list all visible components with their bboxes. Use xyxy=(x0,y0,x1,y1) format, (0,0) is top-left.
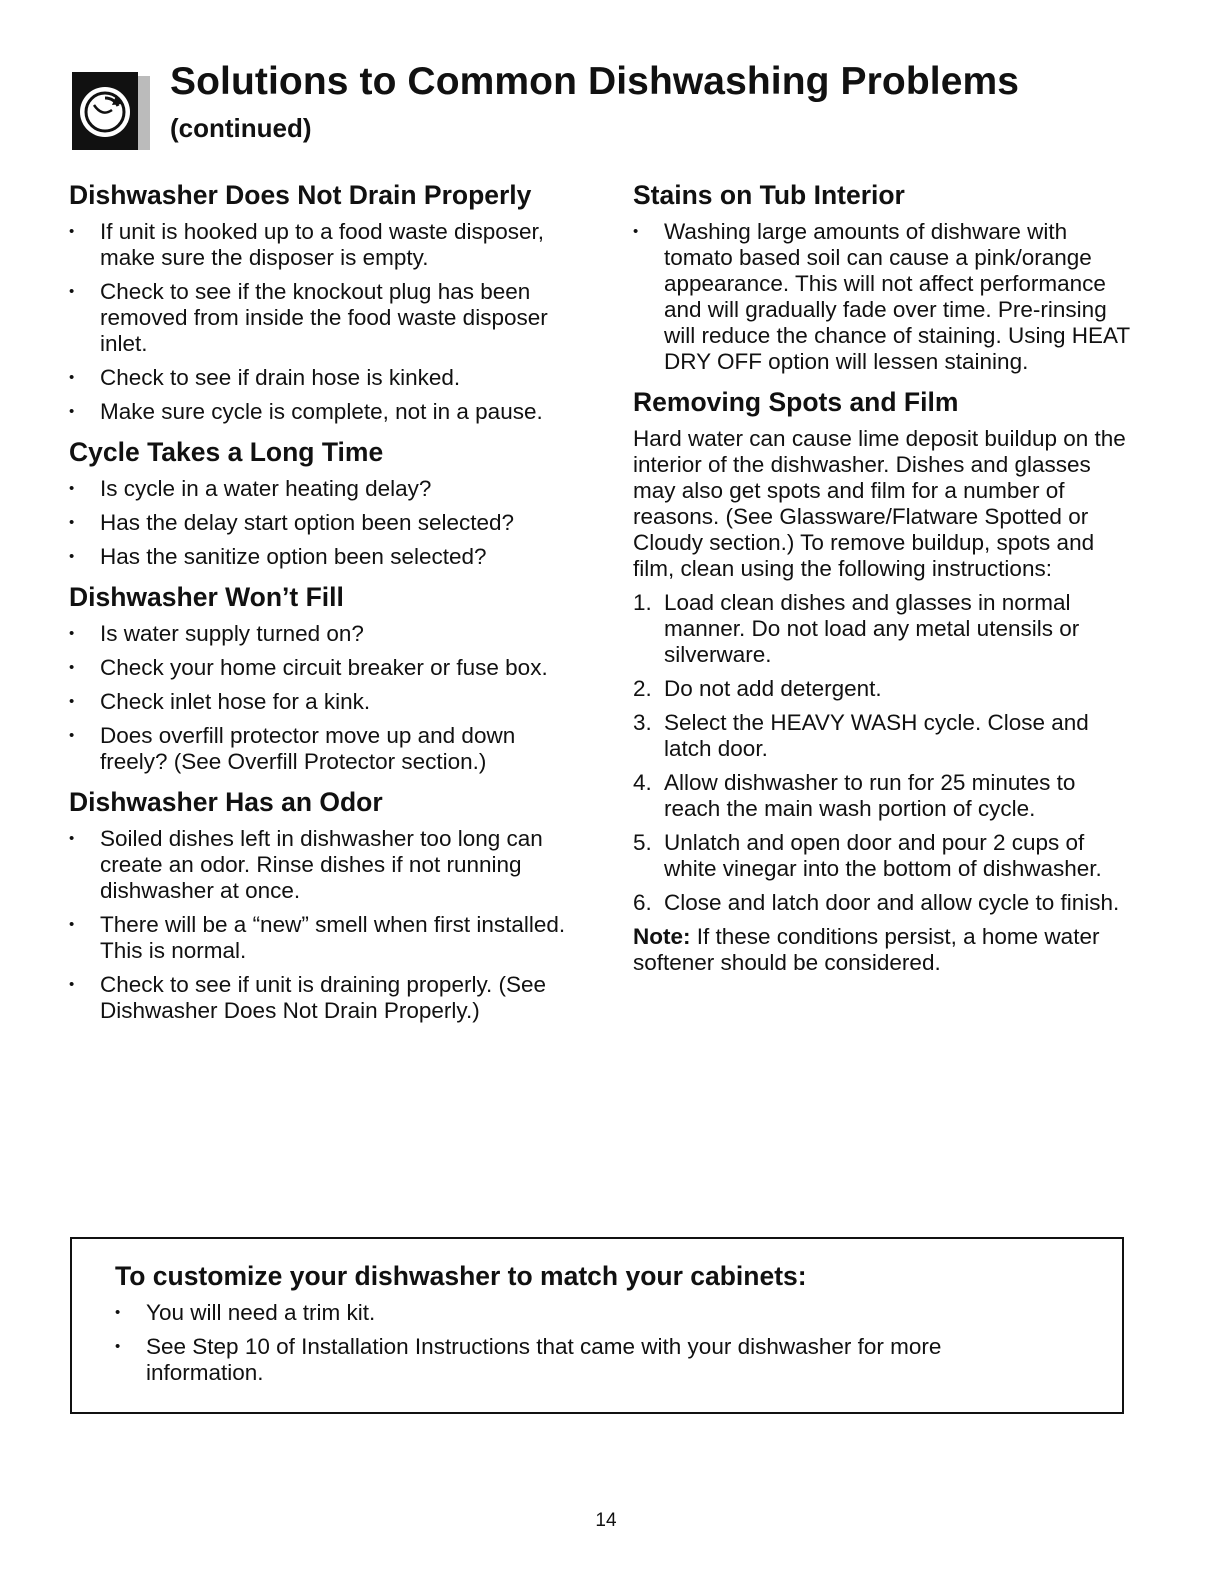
list-item: • Soiled dishes left in dishwasher too long can create an odor. Rinse dishes if not running dishwasher at once. xyxy=(69,826,569,904)
section-spots xyxy=(633,385,1133,976)
intro-paragraph: Hard water can cause lime deposit buildup on the interior of the dishwasher. Dishes and glasses may also get spots and film for a number of reasons. (See Glassware/Flatware Spotted or Cloudy section.) To remove buildup, spots and film, clean using the following instructions: xyxy=(633,426,1126,581)
box-heading: To customize your dishwasher to match your cabinets: xyxy=(115,1261,807,1291)
list-item: • If unit is hooked up to a food waste disposer, make sure the disposer is empty. xyxy=(69,219,569,271)
dishwasher-dial-icon xyxy=(72,72,150,150)
step-text: Unlatch and open door and pour 2 cups of white vinegar into the bottom of dishwasher. xyxy=(664,830,1102,881)
page-title: Solutions to Common Dishwashing Problems xyxy=(170,60,1020,103)
step-number: 3. xyxy=(633,710,652,735)
section-long-time xyxy=(69,435,569,570)
step-item xyxy=(633,830,1133,882)
note-paragraph xyxy=(633,924,1133,976)
list-item: • Has the delay start option been selected? xyxy=(69,510,569,536)
list-item: • Has the sanitize option been selected? xyxy=(69,544,569,570)
step-text: Close and latch door and allow cycle to finish. xyxy=(664,890,1120,915)
right-column xyxy=(633,178,1133,984)
step-item xyxy=(633,710,1133,762)
step-item xyxy=(633,590,1133,668)
section-heading: Dishwasher Won’t Fill xyxy=(69,582,344,612)
list-item: • Check to see if unit is draining properly. (See Dishwasher Does Not Drain Properly.) xyxy=(69,972,569,1024)
step-text: Load clean dishes and glasses in normal manner. Do not load any metal utensils or silverware. xyxy=(664,590,1080,667)
list-item: • Make sure cycle is complete, not in a pause. xyxy=(69,399,569,425)
step-text: Do not add detergent. xyxy=(664,676,882,701)
bullet-list xyxy=(69,476,569,570)
section-stains xyxy=(633,178,1133,375)
left-column xyxy=(69,178,569,1034)
list-item: • Does overfill protector move up and down freely? (See Overfill Protector section.) xyxy=(69,723,569,775)
section-heading: Dishwasher Has an Odor xyxy=(69,787,383,817)
list-item: • Is water supply turned on? xyxy=(69,621,569,647)
step-number: 5. xyxy=(633,830,652,855)
list-item: • You will need a trim kit. xyxy=(115,1300,1045,1326)
bullet-list xyxy=(69,826,569,1024)
bullet-list xyxy=(115,1300,1045,1394)
list-item: • There will be a “new” smell when first installed. This is normal. xyxy=(69,912,569,964)
page-number: 14 xyxy=(595,1510,617,1531)
section-odor xyxy=(69,785,569,1024)
list-item: • See Step 10 of Installation Instructions that came with your dishwasher for more information. xyxy=(115,1334,1045,1386)
step-text: Allow dishwasher to run for 25 minutes to reach the main wash portion of cycle. xyxy=(664,770,1076,821)
list-item: • Washing large amounts of dishware with tomato based soil can cause a pink/orange appearance. This will not affect performance and will gradually fade over time. Pre-rinsing will reduce the chance of staining. Using HEAT DRY OFF option will lessen staining. xyxy=(633,219,1133,375)
step-number: 2. xyxy=(633,676,652,701)
step-item xyxy=(633,676,1133,702)
page-subtitle: (continued) xyxy=(170,113,312,143)
section-heading: Cycle Takes a Long Time xyxy=(69,437,384,467)
note-label: Note: xyxy=(633,924,691,949)
step-number: 1. xyxy=(633,590,652,615)
section-wont-fill xyxy=(69,580,569,775)
list-item: • Check inlet hose for a kink. xyxy=(69,689,569,715)
customize-box xyxy=(70,1237,1124,1414)
note-text: If these conditions persist, a home water softener should be considered. xyxy=(633,924,1100,975)
list-item: • Check to see if drain hose is kinked. xyxy=(69,365,569,391)
section-heading: Dishwasher Does Not Drain Properly xyxy=(69,180,532,210)
step-item xyxy=(633,770,1133,822)
section-heading: Stains on Tub Interior xyxy=(633,180,905,210)
section-drain xyxy=(69,178,569,425)
step-list xyxy=(633,590,1133,916)
bullet-list xyxy=(69,219,569,425)
list-item: • Is cycle in a water heating delay? xyxy=(69,476,569,502)
bullet-list xyxy=(69,621,569,775)
step-number: 4. xyxy=(633,770,652,795)
section-heading: Removing Spots and Film xyxy=(633,387,959,417)
step-number: 6. xyxy=(633,890,652,915)
bullet-list xyxy=(633,219,1133,375)
step-item xyxy=(633,890,1133,916)
step-text: Select the HEAVY WASH cycle. Close and latch door. xyxy=(664,710,1089,761)
list-item: • Check your home circuit breaker or fuse box. xyxy=(69,655,569,681)
list-item: • Check to see if the knockout plug has been removed from inside the food waste disposer inlet. xyxy=(69,279,569,357)
